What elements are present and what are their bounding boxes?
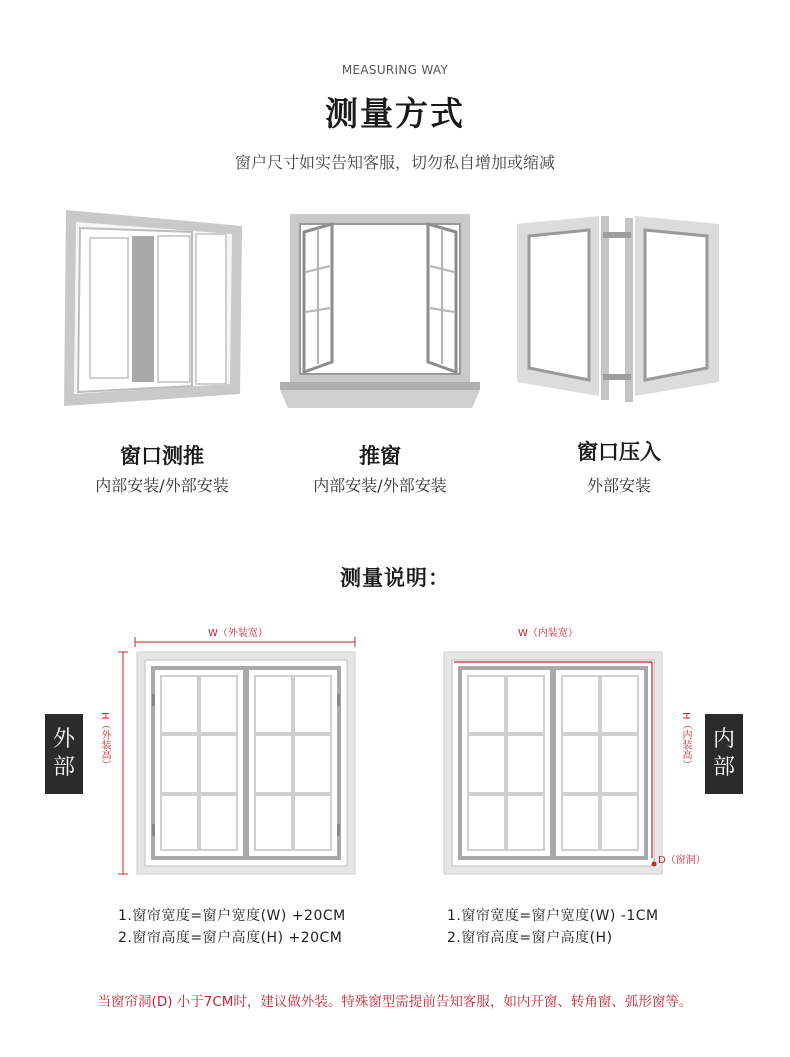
- sliding-window-illustration: [62, 208, 246, 408]
- inside-depth-label: D（窗洞）: [658, 855, 706, 866]
- inside-formula-2: 2.窗帘高度=窗户高度(H): [447, 930, 613, 946]
- subtitle-en: MEASURING WAY: [341, 63, 449, 77]
- inside-width-label: W（内装宽）: [518, 628, 578, 639]
- inside-height-label: H（内装高）: [680, 712, 691, 770]
- push-window-illustration: [280, 212, 480, 412]
- footer-note: 当窗帘洞(D) 小于7CM时，建议做外装。特殊窗型需提前告知客服，如内开窗、转角窗、弧形窗等。: [97, 994, 693, 1010]
- outside-mount-tag: [45, 714, 83, 794]
- measure-section-title: 测量说明：: [340, 566, 450, 590]
- window-type-install-2: 内部安装/外部安装: [313, 476, 447, 495]
- intro-text: 窗户尺寸如实告知客服，切勿私自增加或缩减: [234, 153, 555, 172]
- inside-formula-1: 1.窗帘宽度=窗户宽度(W) -1CM: [447, 908, 659, 924]
- outside-tag-bottom: 部: [52, 755, 75, 780]
- window-type-install-1: 内部安装/外部安装: [95, 476, 229, 495]
- press-in-window-illustration: [515, 214, 721, 404]
- outside-tag-top: 外: [52, 727, 75, 752]
- window-type-name-2: 推窗: [359, 444, 401, 468]
- outside-mount-diagram: [115, 634, 365, 879]
- outside-width-label: W（外装宽）: [208, 628, 268, 639]
- inside-tag-top: 内: [712, 727, 735, 752]
- outside-height-label: H（外装高）: [99, 712, 110, 770]
- window-type-name-1: 窗口测推: [120, 444, 204, 468]
- window-type-name-3: 窗口压入: [577, 440, 661, 464]
- inside-tag-bottom: 部: [712, 755, 735, 780]
- inside-mount-diagram: [440, 646, 670, 878]
- outside-formula-1: 1.窗帘宽度=窗户宽度(W) +20CM: [118, 908, 346, 924]
- inside-mount-tag: [705, 714, 743, 794]
- outside-formula-2: 2.窗帘高度=窗户高度(H) +20CM: [118, 930, 343, 946]
- window-type-install-3: 外部安装: [586, 476, 651, 495]
- page-title: 测量方式: [325, 94, 465, 133]
